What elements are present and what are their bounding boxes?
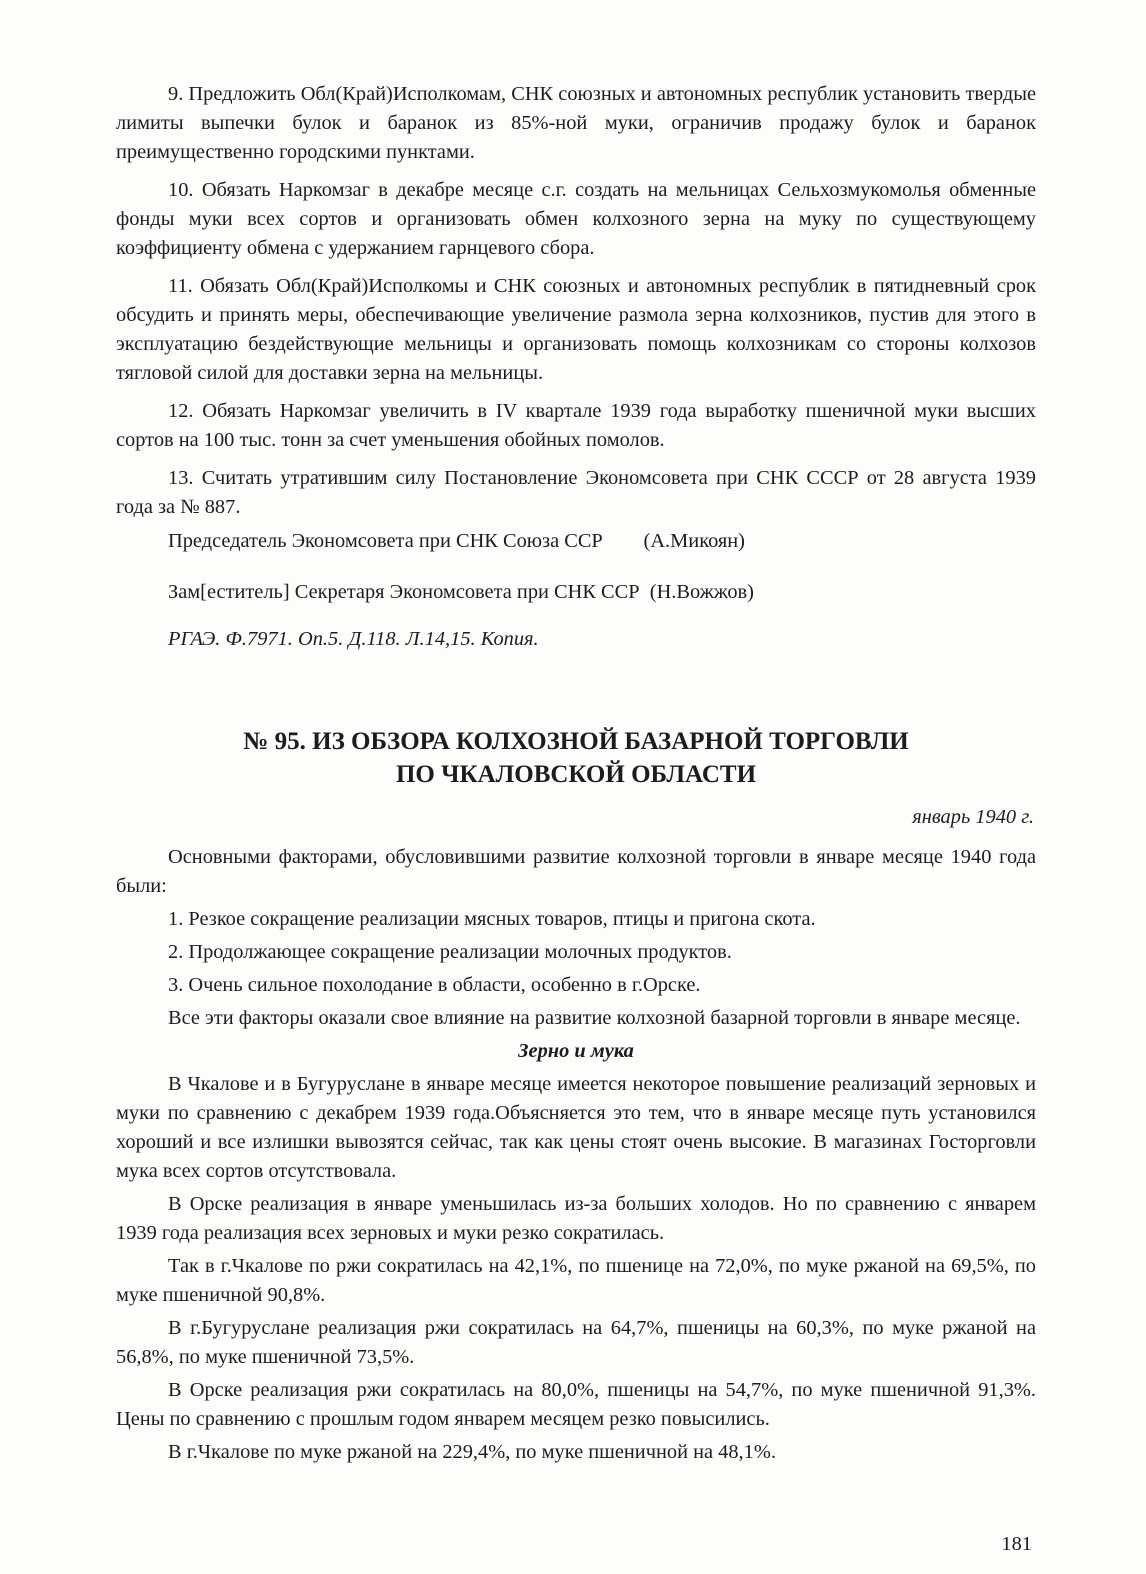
- paragraph-point-11: 11. Обязать Обл(Край)Исполкомы и СНК союзных и автономных республик в пятидневный срок обсудить и принять меры, обеспечивающие увеличение размола зерна колхозников, пустив для этого в эксплуатацию бездействующие мельницы и организовать помощь колхозникам со стороны колхозов тягловой силой для доставки зерна на мельницы.: [116, 275, 1036, 384]
- paragraph-point-10: 10. Обязать Наркомзаг в декабре месяце с.г. создать на мельницах Сельхозмукомолья обменные фонды муки всех сортов и организовать обмен колхозного зерна на муку по существующему коэффициенту обмена с удержанием гарнцевого сбора.: [116, 179, 1036, 259]
- intro-paragraph: Основными факторами, обусловившими развитие колхозной торговли в январе месяце 1940 года были:: [116, 846, 1036, 897]
- grain-paragraph-5: В Орске реализация ржи сократилась на 80,0%, пшеницы на 54,7%, по муке пшеничной 91,3%. Цены по сравнению с прошлым годом январем месяцем резко повысились.: [116, 1379, 1036, 1430]
- section-heading-grain-flour: Зерно и мука: [518, 1040, 634, 1062]
- signature-deputy: Зам[еститель] Секретаря Экономсовета при СНК ССР (Н.Вожжов): [168, 581, 754, 603]
- resolution-points: [116, 80, 1036, 531]
- document-date: январь 1940 г.: [912, 806, 1034, 828]
- signature-chairman: Председатель Экономсовета при СНК Союза ССР (А.Микоян): [168, 530, 745, 552]
- grain-paragraph-3: Так в г.Чкалове по ржи сократилась на 42,1%, по пшенице на 72,0%, по муке ржаной на 69,5%, по муке пшеничной 90,8%.: [116, 1255, 1036, 1306]
- factor-2: 2. Продолжающее сокращение реализации молочных продуктов.: [168, 941, 732, 963]
- archive-source: РГАЭ. Ф.7971. Оп.5. Д.118. Л.14,15. Копия.: [168, 628, 539, 650]
- factors-summary: Все эти факторы оказали свое влияние на развитие колхозной базарной торговли в январе месяце.: [168, 1007, 1021, 1029]
- page-number: 181: [1001, 1533, 1032, 1555]
- paragraph-point-12: 12. Обязать Наркомзаг увеличить в IV квартале 1939 года выработку пшеничной муки высших сортов на 100 тыс. тонн за счет уменьшения обойных помолов.: [116, 400, 1036, 451]
- factor-3: 3. Очень сильное похолодание в области, особенно в г.Орске.: [168, 974, 701, 996]
- paragraph-point-13: 13. Считать утратившим силу Постановление Экономсовета при СНК СССР от 28 августа 1939 года за № 887.: [116, 467, 1036, 518]
- document-title-line-2: ПО ЧКАЛОВСКОЙ ОБЛАСТИ: [395, 761, 757, 788]
- review-body: [116, 843, 1036, 1471]
- paragraph-point-9: 9. Предложить Обл(Край)Исполкомам, СНК союзных и автономных республик установить твердые лимиты выпечки булок и баранок из 85%-ной муки, ограничив продажу булок и баранок преимущественно городскими пунктами.: [116, 83, 1036, 163]
- grain-paragraph-1: В Чкалове и в Бугуруслане в январе месяце имеется некоторое повышение реализаций зерновых и муки по сравнению с декабрем 1939 года.Объясняется это тем, что в январе месяце путь установился хороший и все излишки вывозятся сейчас, так как цены стоят очень высокие. В магазинах Госторговли мука всех сортов отсутствовала.: [116, 1073, 1036, 1182]
- document-title: [116, 725, 1036, 791]
- factor-1: 1. Резкое сокращение реализации мясных товаров, птицы и пригона скота.: [168, 908, 816, 930]
- grain-paragraph-4: В г.Бугуруслане реализация ржи сократилась на 64,7%, пшеницы на 60,3%, по муке ржаной на 56,8%, по муке пшеничной 73,5%.: [116, 1317, 1036, 1368]
- grain-paragraph-6: В г.Чкалове по муке ржаной на 229,4%, по муке пшеничной на 48,1%.: [168, 1441, 776, 1463]
- document-title-line-1: № 95. ИЗ ОБЗОРА КОЛХОЗНОЙ БАЗАРНОЙ ТОРГОВЛИ: [243, 728, 909, 755]
- grain-paragraph-2: В Орске реализация в январе уменьшилась из-за больших холодов. Но по сравнению с январем 1939 года реализация всех зерновых и муки резко сократилась.: [116, 1193, 1036, 1244]
